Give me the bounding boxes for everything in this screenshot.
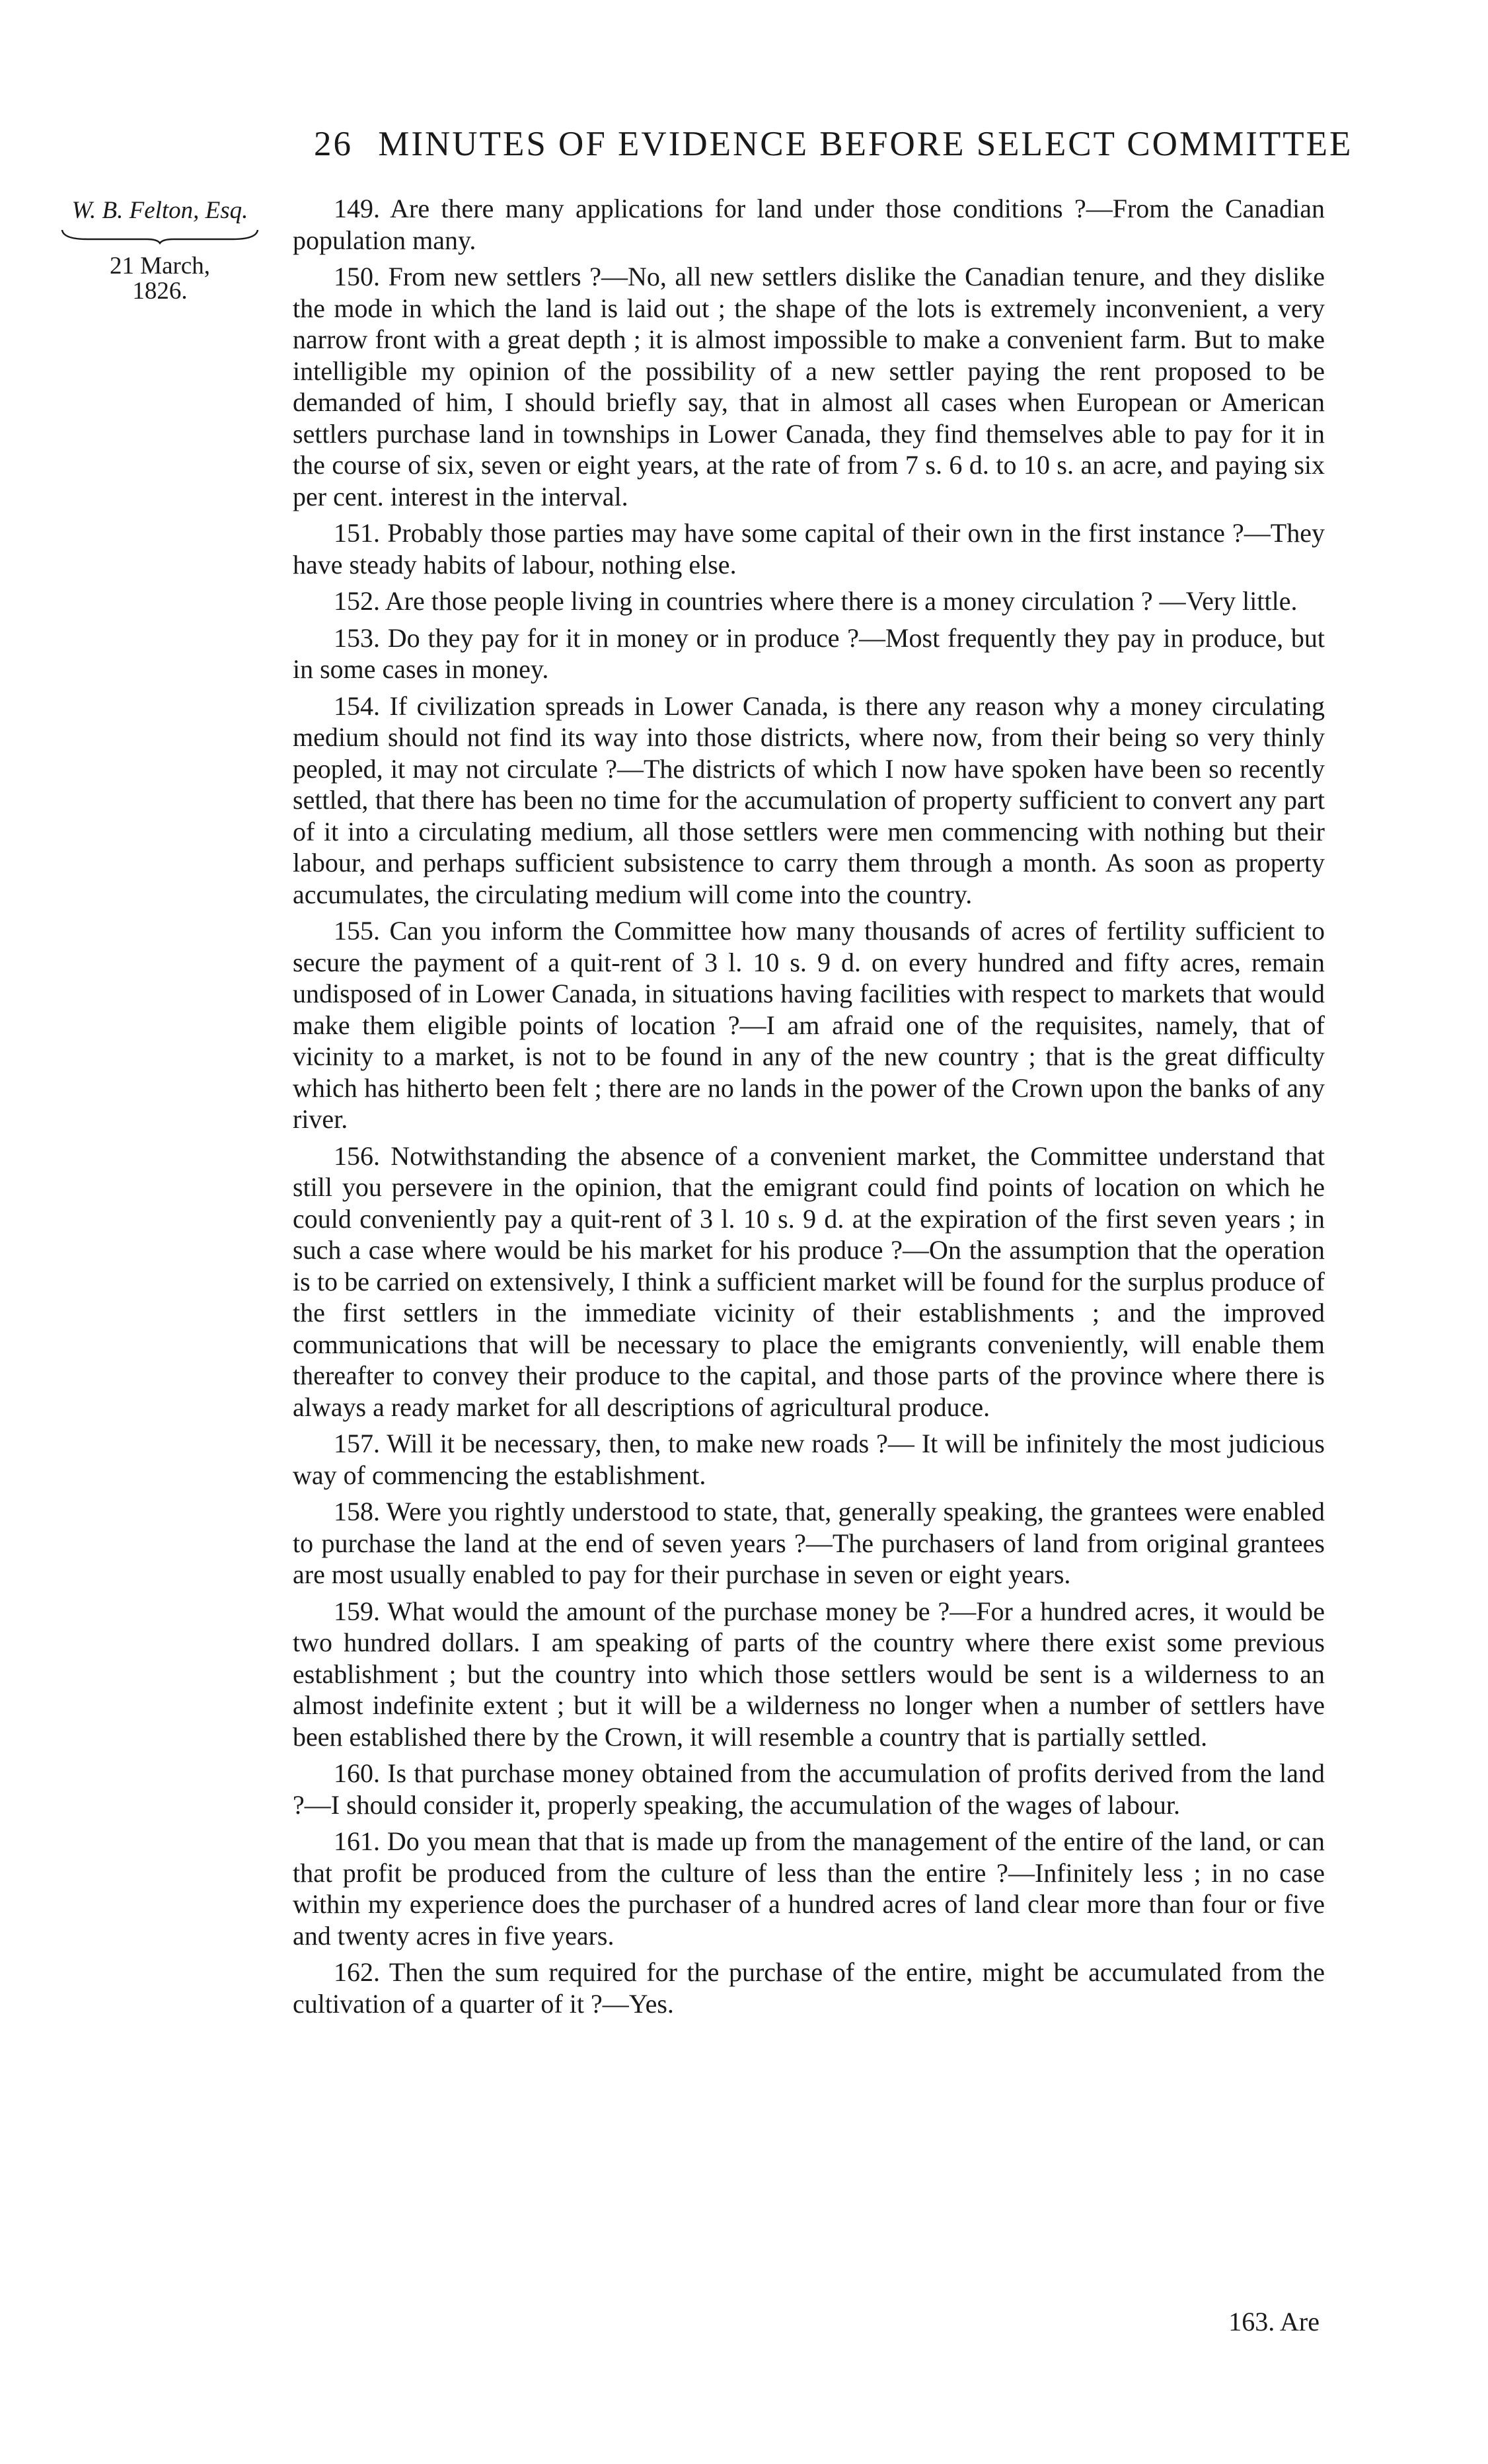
question-159: 159. What would the amount of the purchase money be ?—For a hundred acres, it would be two hundred dollars. I am speaking of parts of the country where there exist some previous establishment ; but the country into which those settlers would be sent is a wilderness to an almost indefinite extent ; but it will be a wilderness no longer when a number of settlers have been established there by the Crown, it will resemble a country that is partially settled. [293, 1596, 1325, 1752]
question-152: 152. Are those people living in countries where there is a money circulation ? —Very little. [334, 586, 1298, 616]
question-162: 162. Then the sum required for the purchase of the entire, might be accumulated from the cultivation of a quarter of it ?—Yes. [293, 1957, 1325, 2019]
question-155: 155. Can you inform the Committee how many thousands of acres of fertility sufficient to secure the payment of a quit-rent of 3 l. 10 s. 9 d. on every hundred and fifty acres, remain undisposed of in Lower Canada, in situations having facilities with respect to markets that would make them eligible points of location ?—I am afraid one of the requisites, namely, that of vicinity to a market, is not to be found in any of the new country ; that is the great difficulty which has hitherto been felt ; there are no lands in the power of the Crown upon the banks of any river. [293, 916, 1325, 1134]
question-151: 151. Probably those parties may have some capital of their own in the first instance ?—They have steady habits of labour, nothing else. [293, 518, 1325, 579]
page-header [314, 124, 1353, 164]
question-156: 156. Notwithstanding the absence of a convenient market, the Committee understand that still you persevere in the opinion, that the emigrant could find points of location on which he could conveniently pay a quit-rent of 3 l. 10 s. 9 d. at the expiration of the first seven years ; in such a case where would be his market for his produce ?—On the assumption that the operation is to be carried on extensively, I think a sufficient market will be found for the surplus produce of the first settlers in the immediate vicinity of their establishments ; and the improved communications that will be necessary to place the emigrants conveniently, will enable them thereafter to convey their produce to the capital, and those parts of the province where there is always a ready market for all descriptions of agricultural produce. [293, 1140, 1325, 1422]
question-149: 149. Are there many applications for land under those conditions ?—From the Canadian population many. [293, 194, 1325, 255]
running-title: MINUTES OF EVIDENCE BEFORE SELECT COMMITTEE [378, 125, 1353, 163]
question-160: 160. Is that purchase money obtained from the accumulation of profits derived from the land ?—I should consider it, properly speaking, the accumulation of the wages of labour. [293, 1758, 1325, 1820]
witness-name: W. B. Felton, Esq. [71, 197, 248, 224]
margin-note [48, 198, 272, 304]
question-157: 157. Will it be necessary, then, to make new roads ?— It will be infinitely the most judicious way of commencing the establishment. [293, 1429, 1325, 1490]
date-line-2: 1826. [132, 278, 188, 305]
brace-mark [61, 227, 259, 244]
date-line-1: 21 March, [109, 252, 211, 280]
question-153: 153. Do they pay for it in money or in produce ?—Most frequently they pay in produce, but in some cases in money. [293, 622, 1325, 684]
evidence-text [293, 193, 1325, 2025]
question-154: 154. If civilization spreads in Lower Canada, is there any reason why a money circulating medium should not find its way into those districts, where now, from their being so very thinly peopled, it may not circulate ?—The districts of which I now have spoken have been so recently settled, that there has been no time for the accumulation of property sufficient to convert any part of it into a circulating medium, all those settlers were men commencing with nothing but their labour, and perhaps sufficient subsistence to carry them through a month. As soon as property accumulates, the circulating medium will come into the country. [293, 691, 1325, 909]
question-150: 150. From new settlers ?—No, all new settlers dislike the Canadian tenure, and they dislike the mode in which the land is laid out ; the shape of the lots is extremely inconvenient, a very narrow front with a great depth ; it is almost impossible to make a convenient farm. But to make intelligible my opinion of the possibility of a new settler paying the rent proposed to be demanded of him, I should briefly say, that in almost all cases when European or American settlers purchase land in townships in Lower Canada, they find themselves able to pay for it in the course of six, seven or eight years, at the rate of from 7 s. 6 d. to 10 s. an acre, and paying six per cent. interest in the interval. [293, 262, 1325, 511]
page-number: 26 [314, 125, 353, 163]
question-158: 158. Were you rightly understood to state, that, generally speaking, the grantees were enabled to purchase the land at the end of seven years ?—The purchasers of land from original grantees are most usually enabled to pay for their purchase in seven or eight years. [293, 1497, 1325, 1589]
catchword: 163. Are [1228, 2307, 1320, 2336]
question-161: 161. Do you mean that that is made up from the management of the entire of the land, or can that profit be produced from the culture of less than the entire ?—Infinitely less ; in no case within my experience does the purchaser of a hundred acres of land clear more than four or five and twenty acres in five years. [293, 1826, 1325, 1951]
